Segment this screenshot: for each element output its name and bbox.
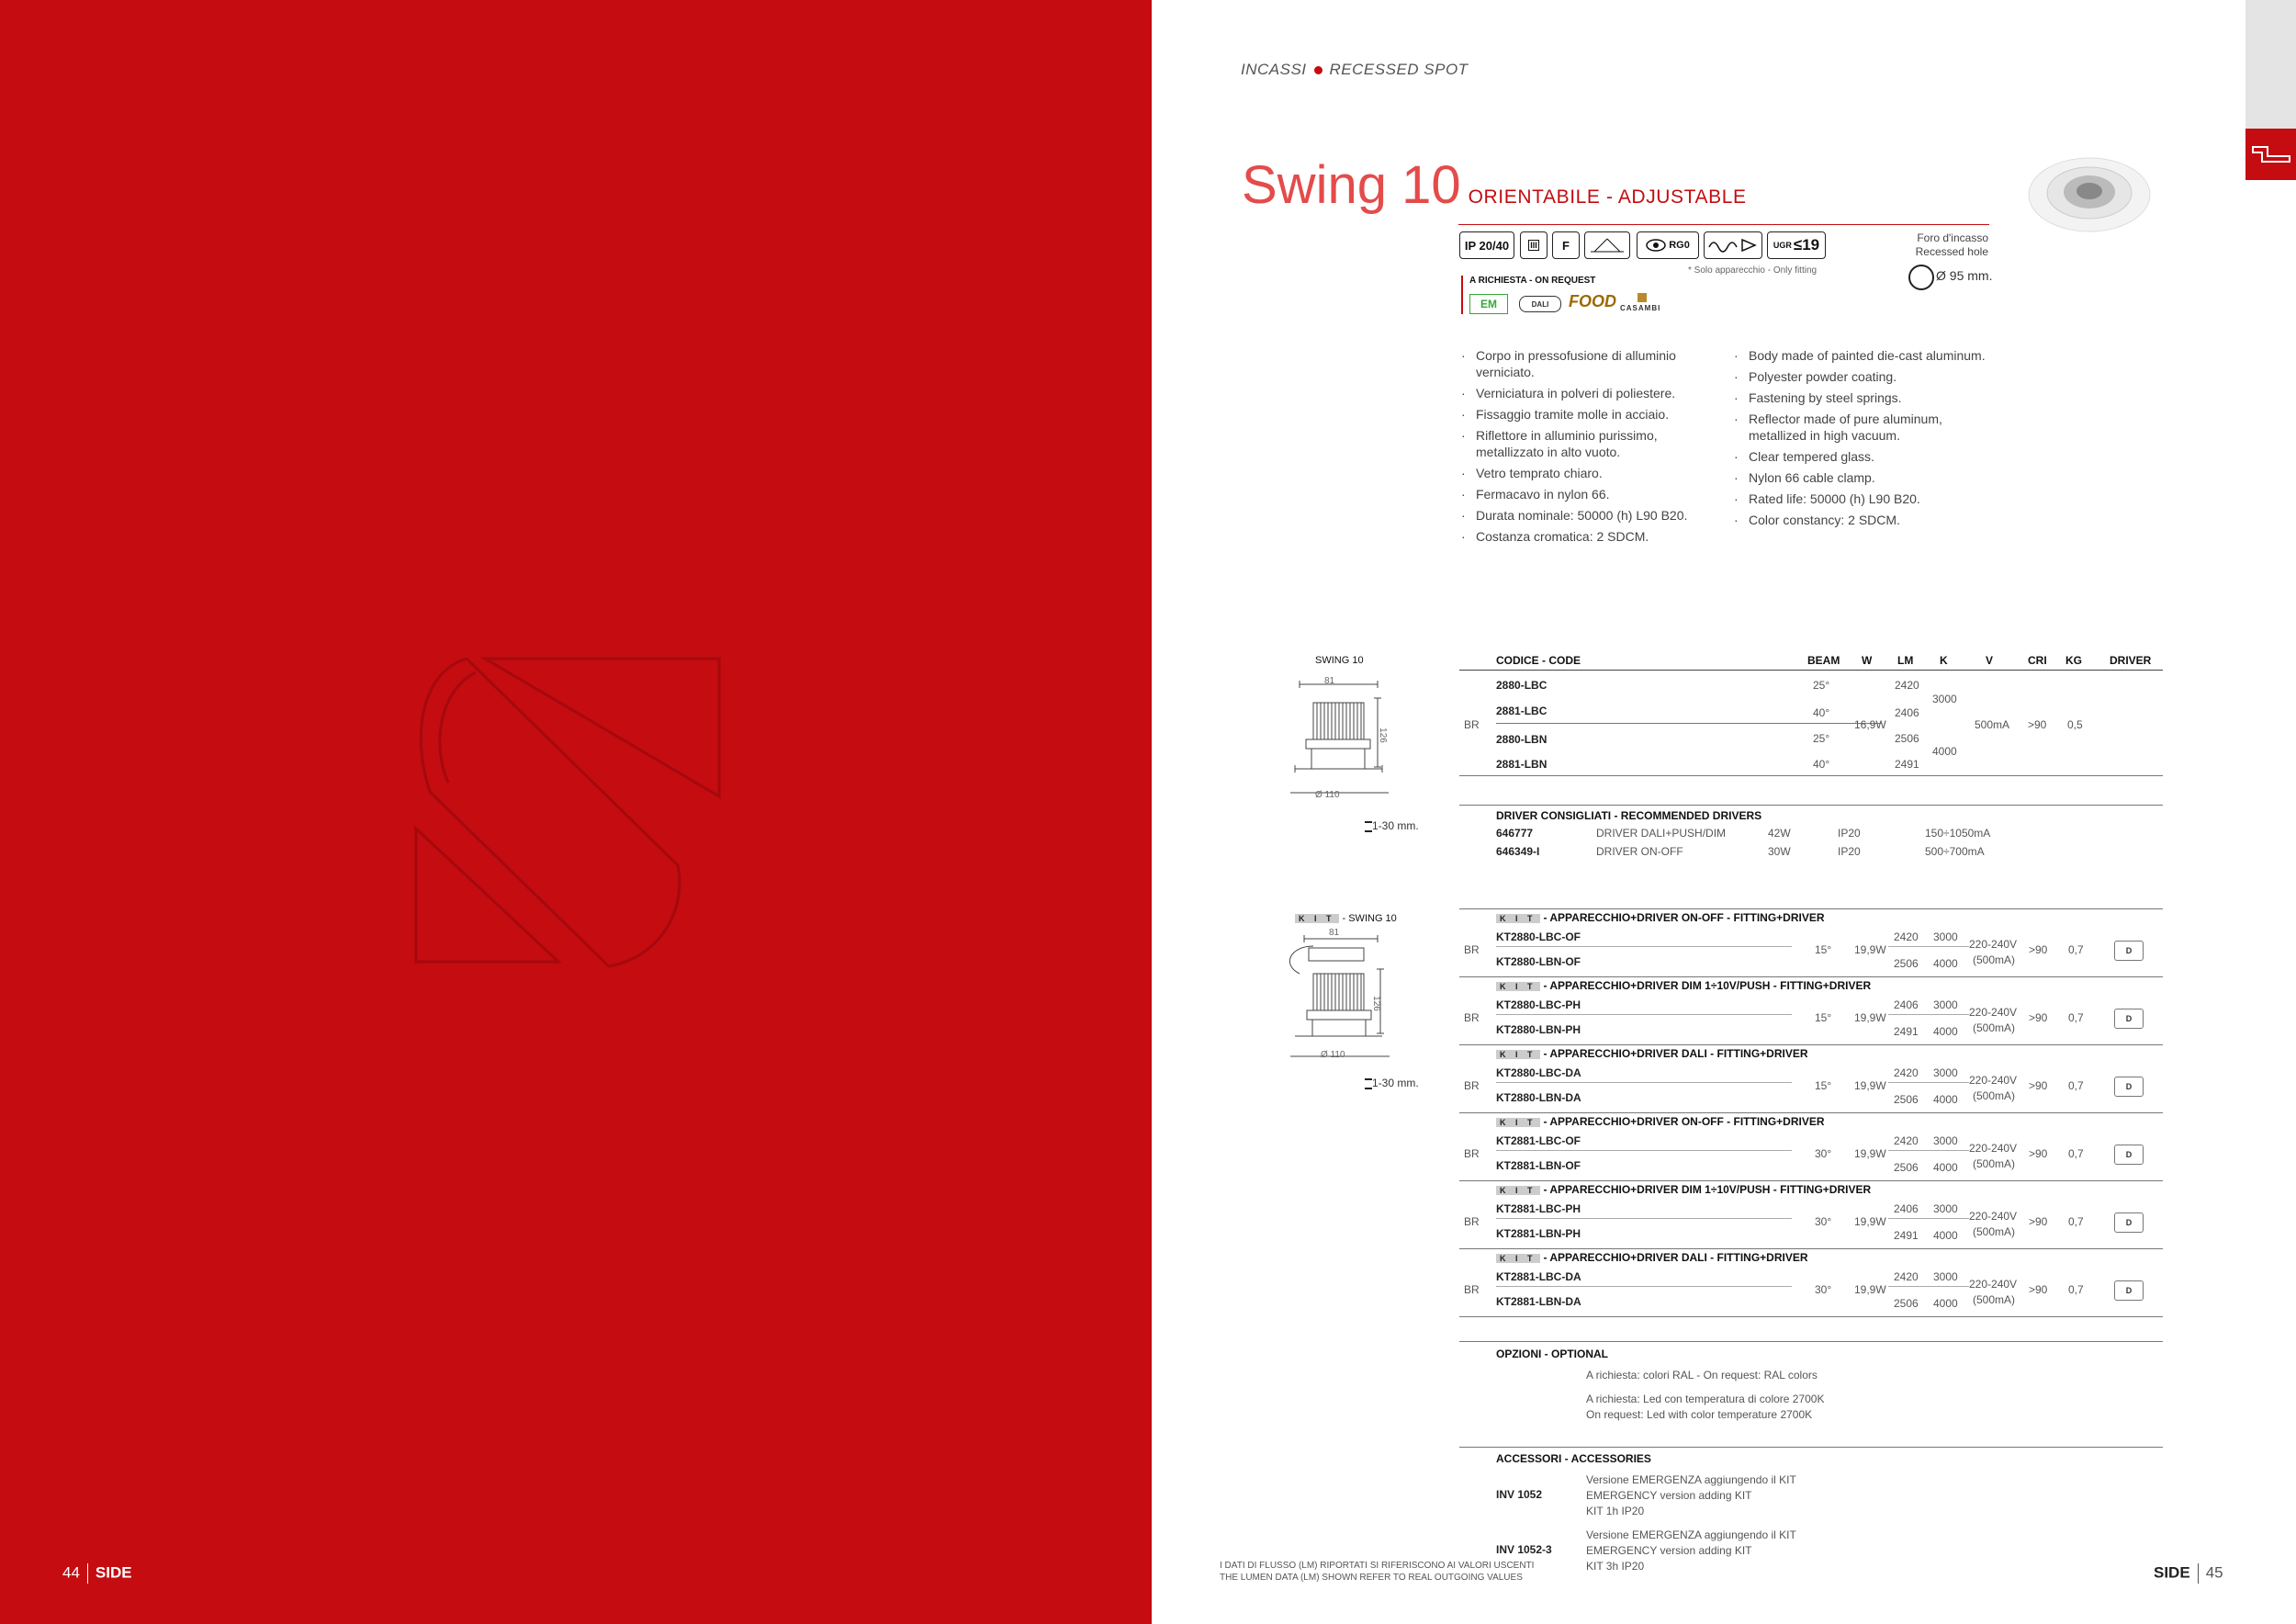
em-icon: EM: [1469, 294, 1508, 314]
feature-item: · Fastening by steel springs.: [1732, 389, 1998, 406]
table-beam: 40°: [1813, 758, 1830, 771]
driver-box-icon: D: [2114, 1009, 2144, 1029]
kit-cri: >90: [2029, 943, 2048, 956]
feature-item: · Costanza cromatica: 2 SDCM.: [1459, 528, 1726, 545]
kit-v: (500mA): [1973, 1021, 2016, 1034]
kit-cri: >90: [2029, 1283, 2048, 1296]
kit-beam: 30°: [1815, 1283, 1832, 1296]
dali-icon: DALI: [1519, 296, 1561, 312]
col-v: V: [1986, 654, 1994, 667]
drawing2-diameter: Ø 110: [1321, 1050, 1345, 1060]
kit-badge: K I T: [1295, 914, 1339, 923]
kit-badge: K I T: [1496, 1186, 1540, 1195]
feature-item: · Vetro temprato chiaro.: [1459, 465, 1726, 481]
col-lm: LM: [1897, 654, 1914, 667]
kit-k: 4000: [1933, 1297, 1958, 1310]
kit-lm: 2506: [1894, 957, 1919, 970]
kit-beam: 15°: [1815, 1079, 1832, 1092]
col-kg: KG: [2065, 654, 2082, 667]
drawing2-width: 81: [1329, 928, 1340, 938]
row-rule: [1496, 723, 1882, 724]
kit-cri: >90: [2029, 1147, 2048, 1160]
kit-w: 19,9W: [1854, 1215, 1886, 1228]
kit-k: 4000: [1933, 957, 1958, 970]
kit-lm-rule: [1888, 946, 1969, 947]
feature-item: · Rated life: 50000 (h) L90 B20.: [1732, 491, 1998, 507]
accessory-code: INV 1052-3: [1496, 1543, 1552, 1556]
driver-w: 42W: [1768, 827, 1791, 840]
feature-item: · Fermacavo in nylon 66.: [1459, 486, 1726, 502]
driver-box-icon: D: [2114, 1280, 2144, 1301]
kit-v: 220-240V: [1969, 938, 2018, 951]
accessory-desc: Versione EMERGENZA aggiungendo il KIT EMERGENCY version adding KIT KIT 1h IP20: [1586, 1473, 1796, 1517]
side-mini-logo-icon: [2245, 129, 2296, 180]
kit-v: 220-240V: [1969, 1006, 2018, 1019]
kit-lm: 2406: [1894, 998, 1919, 1011]
col-cri: CRI: [2028, 654, 2047, 667]
table-beam: 25°: [1813, 679, 1830, 692]
kit-k: 4000: [1933, 1229, 1958, 1242]
kit-finish: BR: [1464, 1079, 1480, 1092]
depth-icon: [1365, 1078, 1372, 1089]
kit-lm-rule: [1888, 1218, 1969, 1219]
kit-v: (500mA): [1973, 1089, 2016, 1102]
kit-title: K I T - APPARECCHIO+DRIVER ON-OFF - FITTING+DRIVER: [1496, 1115, 1825, 1128]
kit-k: 3000: [1933, 1270, 1958, 1283]
kit-kg: 0,7: [2068, 943, 2084, 956]
kit-v: 220-240V: [1969, 1210, 2018, 1223]
flicker-free-icon: [1704, 231, 1762, 259]
options-line: A richiesta: colori RAL - On request: RAL colors: [1586, 1369, 1818, 1382]
kit-k: 4000: [1933, 1161, 1958, 1174]
left-folio: 44 SIDE: [62, 1563, 132, 1584]
drivers-title: DRIVER CONSIGLIATI - RECOMMENDED DRIVERS: [1496, 809, 1762, 822]
kit-title: K I T - APPARECCHIO+DRIVER DALI - FITTING+DRIVER: [1496, 1047, 1808, 1060]
feature-item: · Riflettore in alluminio purissimo, metallizzato in alto vuoto.: [1459, 427, 1726, 460]
kit-title: K I T - APPARECCHIO+DRIVER DIM 1÷10V/PUSH - FITTING+DRIVER: [1496, 1183, 1871, 1196]
kit-beam: 15°: [1815, 943, 1832, 956]
kit-top-rule: [1459, 1248, 2163, 1249]
driver-desc: DRIVER ON-OFF: [1596, 845, 1683, 858]
corner-tab-red: [2245, 129, 2296, 180]
feature-item: · Corpo in pressofusione di alluminio verniciato.: [1459, 347, 1726, 380]
feature-item: · Reflector made of pure aluminum, metallized in high vacuum.: [1732, 411, 1998, 444]
kit-title: K I T - APPARECCHIO+DRIVER DIM 1÷10V/PUSH - FITTING+DRIVER: [1496, 979, 1871, 992]
kit-badge: K I T: [1496, 1050, 1540, 1059]
on-request-label: A RICHIESTA - ON REQUEST: [1469, 276, 1596, 286]
fitting-note: * Solo apparecchio - Only fitting: [1688, 265, 1818, 276]
table-cri: >90: [2028, 718, 2047, 731]
table-v: 500mA: [1975, 718, 2010, 731]
accessories-title: ACCESSORI - ACCESSORIES: [1496, 1452, 1651, 1465]
class-iii-icon: III: [1520, 231, 1548, 259]
kit-code: KT2880-LBN-PH: [1496, 1023, 1581, 1036]
table-k: 4000: [1932, 745, 1957, 758]
kit-w: 19,9W: [1854, 1011, 1886, 1024]
kit-code: KT2880-LBC-DA: [1496, 1066, 1581, 1079]
feature-item: · Durata nominale: 50000 (h) L90 B20.: [1459, 507, 1726, 524]
kit-bottom-rule: [1459, 1316, 2163, 1317]
kit-kg: 0,7: [2068, 1079, 2084, 1092]
feature-item: · Clear tempered glass.: [1732, 448, 1998, 465]
drawing1-depth: 1-30 mm.: [1365, 819, 1419, 832]
hole-size: Ø 95 mm.: [1936, 268, 1993, 283]
options-rule: [1459, 1341, 2163, 1342]
kit-code: KT2880-LBN-DA: [1496, 1091, 1581, 1104]
options-title: OPZIONI - OPTIONAL: [1496, 1348, 1608, 1360]
col-code: CODICE - CODE: [1496, 654, 1581, 667]
kit-badge: K I T: [1496, 1118, 1540, 1127]
kit-top-rule: [1459, 1044, 2163, 1045]
bullet-dot-icon: [1314, 66, 1322, 74]
kit-lm: 2506: [1894, 1161, 1919, 1174]
table-code: 2880-LBC: [1496, 679, 1548, 692]
driver-code: 646777: [1496, 827, 1534, 840]
kit-code: KT2880-LBN-OF: [1496, 955, 1581, 968]
accessories-rule: [1459, 1447, 2163, 1448]
kit-lm: 2491: [1894, 1025, 1919, 1038]
feature-item: · Body made of painted die-cast aluminum.: [1732, 347, 1998, 364]
kit-lm-rule: [1888, 1150, 1969, 1151]
kit-top-rule: [1459, 1112, 2163, 1113]
table-w: 16,9W: [1854, 718, 1886, 731]
kit-v: 220-240V: [1969, 1074, 2018, 1087]
kit-kg: 0,7: [2068, 1011, 2084, 1024]
kit-cri: >90: [2029, 1215, 2048, 1228]
kit-lm: 2420: [1894, 1066, 1919, 1079]
kit-v: (500mA): [1973, 1293, 2016, 1306]
table-code: 2880-LBN: [1496, 733, 1548, 746]
col-beam: BEAM: [1807, 654, 1840, 667]
table-top-rule: [1459, 670, 2163, 671]
kit-code: KT2880-LBC-OF: [1496, 930, 1581, 943]
driver-box-icon: D: [2114, 1077, 2144, 1097]
kit-row-rule: [1496, 946, 1792, 947]
hole-icon: [1908, 265, 1934, 290]
kit-lm-rule: [1888, 1082, 1969, 1083]
driver-desc: DRIVER DALI+PUSH/DIM: [1596, 827, 1727, 840]
kit-k: 3000: [1933, 1066, 1958, 1079]
kit-beam: 15°: [1815, 1011, 1832, 1024]
drawing1-width: 81: [1324, 676, 1335, 686]
kit-row-rule: [1496, 1082, 1792, 1083]
drawing1-label: SWING 10: [1315, 655, 1364, 666]
ugr-icon: UGR ≤19: [1767, 231, 1826, 259]
kit-kg: 0,7: [2068, 1147, 2084, 1160]
table-bottom-rule: [1459, 775, 2163, 776]
kit-finish: BR: [1464, 1147, 1480, 1160]
drawing2-label: K I T - SWING 10: [1295, 913, 1397, 924]
kit-finish: BR: [1464, 1283, 1480, 1296]
table-kg: 0,5: [2067, 718, 2083, 731]
drivers-top-rule: [1459, 805, 2163, 806]
drawing1-height: 126: [1377, 727, 1388, 743]
kit-k: 4000: [1933, 1093, 1958, 1106]
kit-code: KT2880-LBC-PH: [1496, 998, 1581, 1011]
feature-item: · Polyester powder coating.: [1732, 368, 1998, 385]
lumen-footnote: I DATI DI FLUSSO (LM) RIPORTATI SI RIFERISCONO AI VALORI USCENTI THE LUMEN DATA (LM) SHOWN REFER TO REAL OUTGOING VALUES: [1220, 1561, 1535, 1583]
table-finish: BR: [1464, 718, 1480, 731]
kit-v: (500mA): [1973, 953, 2016, 966]
corner-tab-gray: [2245, 0, 2296, 129]
depth-icon: [1365, 821, 1372, 832]
driver-box-icon: D: [2114, 1212, 2144, 1233]
kit-w: 19,9W: [1854, 943, 1886, 956]
kit-row-rule: [1496, 1150, 1792, 1151]
kit-lm: 2420: [1894, 930, 1919, 943]
kit-k: 3000: [1933, 1202, 1958, 1215]
kit-lm: 2506: [1894, 1093, 1919, 1106]
kit-lm-rule: [1888, 1014, 1969, 1015]
kit-code: KT2881-LBN-DA: [1496, 1295, 1581, 1308]
kit-k: 3000: [1933, 1134, 1958, 1147]
features-it: [1459, 347, 1726, 549]
driver-box-icon: D: [2114, 1145, 2144, 1165]
kit-finish: BR: [1464, 943, 1480, 956]
kit-lm: 2420: [1894, 1134, 1919, 1147]
food-icon: FOOD: [1569, 292, 1616, 310]
table-lm: 2491: [1895, 758, 1919, 771]
kit-lm: 2406: [1894, 1202, 1919, 1215]
accessory-code: INV 1052: [1496, 1488, 1543, 1501]
kit-row-rule: [1496, 1286, 1792, 1287]
driver-box-icon: D: [2114, 941, 2144, 961]
kit-lm: 2491: [1894, 1229, 1919, 1242]
casambi-mark-icon: [1638, 293, 1647, 302]
section-heading: INCASSI RECESSED SPOT: [1241, 61, 1469, 78]
hole-label: Foro d'incasso Recessed hole: [1915, 231, 1988, 258]
options-line: A richiesta: Led con temperatura di colore 2700K: [1586, 1393, 1825, 1405]
product-title: Swing 10 ORIENTABILE - ADJUSTABLE: [1242, 155, 1747, 215]
driver-w: 30W: [1768, 845, 1791, 858]
table-beam: 40°: [1813, 706, 1830, 719]
table-lm: 2420: [1895, 679, 1919, 692]
kit-lm-rule: [1888, 1286, 1969, 1287]
kit-w: 19,9W: [1854, 1283, 1886, 1296]
kit-finish: BR: [1464, 1011, 1480, 1024]
driver-ip: IP20: [1838, 845, 1861, 858]
kit-w: 19,9W: [1854, 1147, 1886, 1160]
kit-kg: 0,7: [2068, 1283, 2084, 1296]
f-mark-icon: F: [1552, 231, 1580, 259]
kit-code: KT2881-LBC-OF: [1496, 1134, 1581, 1147]
kit-badge: K I T: [1496, 982, 1540, 991]
feature-item: · Fissaggio tramite molle in acciaio.: [1459, 406, 1726, 423]
accessory-desc: Versione EMERGENZA aggiungendo il KIT EMERGENCY version adding KIT KIT 3h IP20: [1586, 1528, 1796, 1573]
eye-icon: [1646, 238, 1666, 253]
kit-cri: >90: [2029, 1011, 2048, 1024]
kit-title: K I T - APPARECCHIO+DRIVER ON-OFF - FITTING+DRIVER: [1496, 911, 1825, 924]
kit-v: 220-240V: [1969, 1278, 2018, 1291]
kit-k: 4000: [1933, 1025, 1958, 1038]
kit-k: 3000: [1933, 930, 1958, 943]
kit-code: KT2881-LBC-DA: [1496, 1270, 1581, 1283]
product-photo: [2025, 149, 2154, 241]
kit-v: (500mA): [1973, 1225, 2016, 1238]
kit-lm: 2420: [1894, 1270, 1919, 1283]
side-logo-emboss: [411, 654, 724, 971]
table-k: 3000: [1932, 693, 1957, 705]
kit-top-rule: [1459, 1180, 2163, 1181]
drawing2-height: 126: [1370, 996, 1381, 1011]
kit-lm: 2506: [1894, 1297, 1919, 1310]
feature-item: · Color constancy: 2 SDCM.: [1732, 512, 1998, 528]
ip-rating-icon: IP 20/40: [1459, 231, 1514, 259]
kit-w: 19,9W: [1854, 1079, 1886, 1092]
table-code: 2881-LBC: [1496, 705, 1548, 717]
driver-code: 646349-I: [1496, 845, 1540, 858]
kit-cri: >90: [2029, 1079, 2048, 1092]
kit-row-rule: [1496, 1218, 1792, 1219]
kit-finish: BR: [1464, 1215, 1480, 1228]
table-lm: 2406: [1895, 706, 1919, 719]
kit-v: (500mA): [1973, 1157, 2016, 1170]
feature-item: · Verniciatura in polveri di poliestere.: [1459, 385, 1726, 401]
kit-code: KT2881-LBN-OF: [1496, 1159, 1581, 1172]
driver-ip: IP20: [1838, 827, 1861, 840]
kit-beam: 30°: [1815, 1215, 1832, 1228]
col-k: K: [1940, 654, 1948, 667]
kit-code: KT2881-LBN-PH: [1496, 1227, 1581, 1240]
driver-range: 150÷1050mA: [1925, 827, 1991, 840]
kit-top-rule: [1459, 908, 2163, 909]
casambi-icon: CASAMBI: [1620, 304, 1661, 312]
kit-title: K I T - APPARECCHIO+DRIVER DALI - FITTING+DRIVER: [1496, 1251, 1808, 1264]
kit-badge: K I T: [1496, 914, 1540, 923]
kit-kg: 0,7: [2068, 1215, 2084, 1228]
col-w: W: [1862, 654, 1873, 667]
title-rule: [1458, 224, 1989, 225]
features-en: [1732, 347, 1998, 533]
driver-range: 500÷700mA: [1925, 845, 1985, 858]
kit-badge: K I T: [1496, 1254, 1540, 1263]
kit-k: 3000: [1933, 998, 1958, 1011]
kit-beam: 30°: [1815, 1147, 1832, 1160]
kit-v: 220-240V: [1969, 1142, 2018, 1155]
kit-top-rule: [1459, 976, 2163, 977]
table-lm: 2506: [1895, 732, 1919, 745]
table-beam: 25°: [1813, 732, 1830, 745]
drawing1-diameter: Ø 110: [1315, 790, 1340, 800]
rg0-icon: RG0: [1637, 231, 1699, 259]
col-driver: DRIVER: [2110, 654, 2152, 667]
options-line: On request: Led with color temperature 2700K: [1586, 1408, 1813, 1421]
drawing2-depth: 1-30 mm.: [1365, 1077, 1419, 1089]
kit-code: KT2881-LBC-PH: [1496, 1202, 1581, 1215]
table-code: 2881-LBN: [1496, 758, 1548, 771]
kit-row-rule: [1496, 1014, 1792, 1015]
right-folio: SIDE 45: [2154, 1563, 2223, 1584]
on-request-bar: [1461, 276, 1463, 314]
beam-angle-icon: [1584, 231, 1630, 259]
feature-item: · Nylon 66 cable clamp.: [1732, 469, 1998, 486]
